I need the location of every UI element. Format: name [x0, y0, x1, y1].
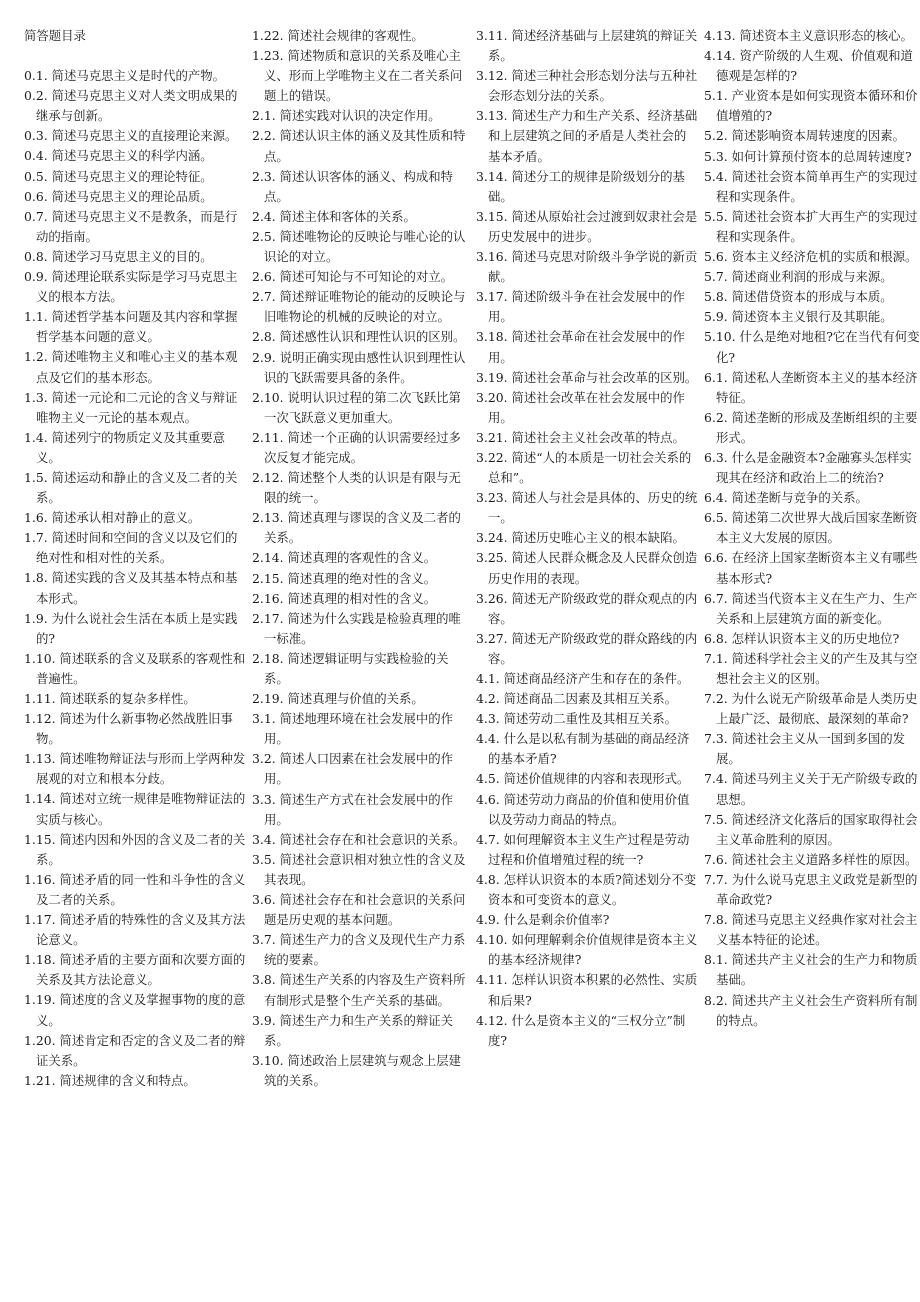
column-3	[476, 26, 702, 1302]
question-item: 5.9. 简述资本主义银行及其职能。	[704, 309, 893, 325]
question-item: 2.12. 简述整个人类的认识是有限与无限的统一。	[252, 470, 461, 506]
question-item: 4.4. 什么是以私有制为基础的商品经济的基本矛盾?	[476, 731, 690, 767]
question-item: 2.7. 简述辩证唯物论的能动的反映论与旧唯物论的机械的反映论的对立。	[252, 289, 466, 325]
question-item: 3.9. 简述生产力和生产关系的辩证关系。	[252, 1012, 454, 1048]
question-item: 4.1. 简述商品经济产生和存在的条件。	[476, 671, 690, 686]
question-item: 4.13. 简述资本主义意识形态的核心。	[704, 28, 913, 43]
question-item: 2.13. 简述真理与谬误的含义及二者的关系。	[252, 510, 461, 546]
question-item: 3.19. 简述社会革命与社会改革的区别。	[476, 369, 698, 385]
question-item: 1.3. 简述一元论和二元论的含义与辩证唯物主义一元论的基本观点。	[24, 389, 238, 425]
question-item: 0.5. 简述马克思主义的理论特征。	[24, 168, 213, 184]
question-list-3	[476, 26, 698, 1051]
question-item: 5.6. 资本主义经济危机的实质和根源。	[704, 249, 918, 265]
page-title: 简答题目录	[24, 28, 86, 43]
question-item: 7.3. 简述社会主义从一国到多国的发展。	[704, 731, 906, 767]
question-item: 1.1. 简述哲学基本问题及其内容和掌握哲学基本问题的意义。	[24, 309, 238, 345]
question-item: 0.8. 简述学习马克思主义的目的。	[24, 248, 213, 264]
question-item: 6.3. 什么是金融资本?金融寡头怎样实现其在经济和政治上二的统治?	[704, 449, 912, 486]
question-item: 2.2. 简述认识主体的涵义及其性质和特点。	[252, 128, 466, 164]
question-item: 1.16. 简述矛盾的同一性和斗争性的含义及二者的关系。	[24, 871, 246, 907]
question-item: 1.6. 简述承认相对静止的意义。	[24, 510, 201, 526]
question-item: 2.10. 说明认识过程的第二次飞跃比第一次飞跃意义更加重大。	[252, 389, 461, 425]
question-item: 3.22. 简述“人的本质是一切社会关系的总和”。	[476, 449, 692, 486]
question-list-1	[24, 66, 246, 1091]
question-list-4	[704, 26, 920, 1031]
question-item: 2.4. 简述主体和客体的关系。	[252, 208, 416, 224]
question-item: 3.7. 简述生产力的含义及现代生产力系统的要素。	[252, 932, 466, 968]
question-item: 1.15. 简述内因和外因的含义及二者的关系。	[24, 831, 246, 867]
question-item: 5.7. 简述商业利润的形成与来源。	[704, 269, 893, 285]
question-item: 3.10. 简述政治上层建筑与观念上层建筑的关系。	[252, 1052, 461, 1088]
question-item: 1.22. 简述社会规律的客观性。	[252, 28, 424, 43]
question-item: 1.11. 简述联系的复杂多样性。	[24, 691, 196, 706]
question-item: 2.15. 简述真理的绝对性的含义。	[252, 570, 437, 586]
question-item: 1.9. 为什么说社会生活在本质上是实践的?	[24, 610, 238, 646]
question-item: 3.1. 简述地理环境在社会发展中的作用。	[252, 711, 454, 747]
question-item: 1.19. 简述度的含义及掌握事物的度的意义。	[24, 992, 246, 1028]
question-item: 1.5. 简述运动和静止的含义及二者的关系。	[24, 469, 238, 506]
question-item: 2.8. 简述感性认识和理性认识的区别。	[252, 329, 466, 345]
question-item: 3.14. 简述分工的规律是阶级划分的基础。	[476, 168, 685, 204]
question-item: 3.13. 简述生产力和生产关系、经济基础和上层建筑之间的矛盾是人类社会的基本矛盾。	[476, 108, 698, 164]
question-item: 3.18. 简述社会革命在社会发展中的作用。	[476, 329, 685, 365]
question-item: 7.5. 简述经济文化落后的国家取得社会主义革命胜利的原因。	[704, 811, 918, 847]
question-item: 3.25. 简述人民群众概念及人民群众创造历史作用的表现。	[476, 550, 698, 586]
question-item: 3.3. 简述生产方式在社会发展中的作用。	[252, 791, 454, 827]
question-item: 2.19. 简述真理与价值的关系。	[252, 691, 424, 707]
question-item: 2.1. 简述实践对认识的决定作用。	[252, 108, 441, 124]
question-item: 6.1. 简述私人垄断资本主义的基本经济特征。	[704, 369, 918, 405]
question-item: 1.8. 简述实践的含义及其基本特点和基本形式。	[24, 570, 238, 606]
question-item: 0.3. 简述马克思主义的直接理论来源。	[24, 128, 238, 144]
column-2	[250, 26, 476, 1302]
column-4	[702, 26, 920, 1302]
question-item: 2.5. 简述唯物论的反映论与唯心论的认识论的对立。	[252, 228, 466, 265]
question-item: 1.12. 简述为什么新事物必然战胜旧事物。	[24, 711, 233, 747]
question-item: 2.16. 简述真理的相对性的含义。	[252, 590, 437, 606]
question-item: 4.9. 什么是剩余价值率?	[476, 912, 610, 928]
question-item: 2.18. 简述逻辑证明与实践检验的关系。	[252, 650, 449, 686]
question-item: 4.8. 怎样认识资本的本质?简述划分不变资本和可变资本的意义。	[476, 871, 697, 908]
question-item: 5.5. 简述社会资本扩大再生产的实现过程和实现条件。	[704, 208, 918, 244]
question-item: 2.6. 简述可知论与不可知论的对立。	[252, 269, 454, 285]
question-item: 3.2. 简述人口因素在社会发展中的作用。	[252, 751, 454, 787]
question-item: 6.8. 怎样认识资本主义的历史地位?	[704, 630, 900, 646]
question-item: 0.9. 简述理论联系实际是学习马克思主义的根本方法。	[24, 269, 238, 305]
question-item: 4.5. 简述价值规律的内容和表现形式。	[476, 771, 690, 787]
question-item: 1.21. 简述规律的含义和特点。	[24, 1072, 196, 1088]
question-item: 1.14. 简述对立统一规律是唯物辩证法的实质与核心。	[24, 791, 246, 827]
question-item: 7.8. 简述马克思主义经典作家对社会主义基本特征的论述。	[704, 912, 918, 948]
question-item: 2.14. 简述真理的客观性的含义。	[252, 550, 437, 566]
question-item: 7.7. 为什么说马克思主义政党是新型的革命政党?	[704, 871, 918, 908]
question-item: 1.2. 简述唯物主义和唯心主义的基本观点及它们的基本形态。	[24, 349, 238, 385]
question-item: 6.6. 在经济上国家垄断资本主义有哪些基本形式?	[704, 550, 918, 586]
question-item: 3.16. 简述马克思对阶级斗争学说的新贡献。	[476, 249, 698, 285]
question-item: 6.7. 简述当代资本主义在生产力、生产关系和上层建筑方面的新变化。	[704, 590, 918, 626]
question-item: 4.10. 如何理解剩余价值规律是资本主义的基本经济规律?	[476, 932, 698, 968]
question-item: 1.18. 简述矛盾的主要方面和次要方面的关系及其方法论意义。	[24, 952, 246, 988]
question-item: 4.14. 资产阶级的人生观、价值观和道德观是怎样的?	[704, 48, 913, 84]
question-item: 5.10. 什么是绝对地租?它在当代有何变化?	[704, 329, 920, 365]
question-item: 5.1. 产业资本是如何实现资本循环和价值增殖的?	[704, 88, 918, 124]
question-item: 7.4. 简述马列主义关于无产阶级专政的思想。	[704, 771, 918, 807]
question-item: 2.3. 简述认识客体的涵义、构成和特点。	[252, 168, 454, 204]
question-item: 3.8. 简述生产关系的内容及生产资料所有制形式是整个生产关系的基础。	[252, 972, 466, 1008]
question-item: 0.4. 简述马克思主义的科学内涵。	[24, 148, 213, 164]
question-item: 1.20. 简述肯定和否定的含义及二者的辩证关系。	[24, 1032, 246, 1068]
question-item: 5.3. 如何计算预付资本的总周转速度?	[704, 148, 912, 164]
question-item: 3.15. 简述从原始社会过渡到奴隶社会是历史发展中的进步。	[476, 208, 698, 244]
question-item: 1.7. 简述时间和空间的含义以及它们的绝对性和相对性的关系。	[24, 530, 238, 566]
question-item: 8.1. 简述共产主义社会的生产力和物质基础。	[704, 952, 918, 988]
question-item: 3.5. 简述社会意识相对独立性的含义及其表现。	[252, 851, 466, 887]
question-item: 3.26. 简述无产阶级政党的群众观点的内容。	[476, 590, 698, 626]
question-item: 3.6. 简述社会存在和社会意识的关系问题是历史观的基本问题。	[252, 892, 466, 928]
question-item: 4.11. 怎样认识资本积累的必然性、实质和后果?	[476, 972, 698, 1008]
question-item: 3.27. 简述无产阶级政党的群众路线的内容。	[476, 630, 698, 666]
question-item: 6.4. 简述垄断与竞争的关系。	[704, 490, 868, 506]
question-item: 1.10. 简述联系的含义及联系的客观性和普遍性。	[24, 650, 246, 686]
question-item: 1.4. 简述列宁的物质定义及其重要意义。	[24, 429, 226, 465]
question-item: 0.6. 简述马克思主义的理论品质。	[24, 188, 213, 204]
question-item: 0.7. 简述马克思主义不是教条，而是行动的指南。	[24, 208, 238, 244]
question-item: 0.1. 简述马克思主义是时代的产物。	[24, 68, 226, 84]
question-item: 2.17. 简述为什么实践是检验真理的唯一标准。	[252, 610, 461, 646]
question-item: 3.24. 简述历史唯心主义的根本缺陷。	[476, 530, 685, 546]
question-item: 3.20. 简述社会改革在社会发展中的作用。	[476, 389, 685, 425]
question-item: 4.12. 什么是资本主义的“三权分立”制度?	[476, 1012, 686, 1048]
question-item: 3.21. 简述社会主义社会改革的特点。	[476, 429, 685, 445]
question-item: 7.1. 简述科学社会主义的产生及其与空想社会主义的区别。	[704, 650, 918, 686]
question-item: 5.8. 简述借贷资本的形成与本质。	[704, 289, 893, 305]
question-item: 3.17. 简述阶级斗争在社会发展中的作用。	[476, 289, 685, 325]
question-item: 1.23. 简述物质和意识的关系及唯心主义、形而上学唯物主义在二者关系问题上的错误。	[252, 48, 463, 104]
question-item: 3.12. 简述三种社会形态划分法与五种社会形态划分法的关系。	[476, 68, 698, 104]
question-item: 3.11. 简述经济基础与上层建筑的辩证关系。	[476, 28, 698, 64]
question-item: 3.23. 简述人与社会是具体的、历史的统一。	[476, 490, 698, 526]
question-item: 2.11. 简述一个正确的认识需要经过多次反复才能完成。	[252, 429, 461, 465]
question-item: 0.2. 简述马克思主义对人类文明成果的继承与创新。	[24, 88, 238, 124]
question-item: 4.2. 简述商品二因素及其相互关系。	[476, 691, 678, 707]
question-item: 2.9. 说明正确实现由感性认识到理性认识的飞跃需要具备的条件。	[252, 349, 466, 385]
question-item: 1.17. 简述矛盾的特殊性的含义及其方法论意义。	[24, 912, 246, 948]
question-list-2	[252, 26, 472, 1091]
question-item: 5.2. 简述影响资本周转速度的因素。	[704, 128, 906, 144]
question-item: 4.3. 简述劳动二重性及其相互关系。	[476, 711, 678, 727]
question-item: 7.6. 简述社会主义道路多样性的原因。	[704, 851, 918, 867]
question-item: 6.2. 简述垄断的形成及垄断组织的主要形式。	[704, 409, 918, 445]
question-item: 5.4. 简述社会资本简单再生产的实现过程和实现条件。	[704, 168, 918, 204]
question-item: 4.7. 如何理解资本主义生产过程是劳动过程和价值增殖过程的统一?	[476, 831, 690, 867]
question-item: 4.6. 简述劳动力商品的价值和使用价值以及劳动力商品的特点。	[476, 791, 690, 827]
question-item: 6.5. 简述第二次世界大战后国家垄断资本主义大发展的原因。	[704, 510, 918, 546]
question-item: 7.2. 为什么说无产阶级革命是人类历史上最广泛、最彻底、最深刻的革命?	[704, 691, 918, 727]
column-1	[24, 26, 250, 1302]
question-item: 1.13. 简述唯物辩证法与形而上学两种发展观的对立和根本分歧。	[24, 751, 246, 787]
question-item: 3.4. 简述社会存在和社会意识的关系。	[252, 831, 466, 847]
question-item: 8.2. 简述共产主义社会生产资料所有制的特点。	[704, 992, 918, 1028]
